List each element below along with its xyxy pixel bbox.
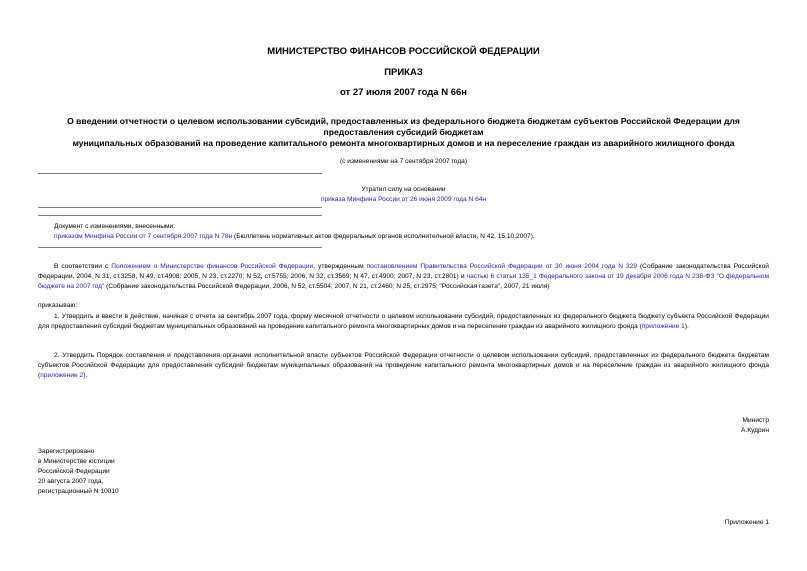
item-2-paragraph: 2. Утвердить Порядок составления и представления органами исполнительной власти субъектов Российской Федерации отчетности о целевом использовании субсидий, предоставленных из федерального бюджета бюджетам субъектов Российской Федерации для предоставления субсидий бюджетам муниципальных образований на проведение капитального ремонта многоквартирных домов и на переселение граждан из аварийного жилищного фонда (приложение 2).: [38, 352, 769, 379]
divider: [38, 207, 322, 208]
signature-name: А.Кудрин: [741, 427, 769, 434]
order-word: приказываю:: [38, 302, 78, 309]
preamble-paragraph: В соответствии с Положением о Министерстве финансов Российской Федерации, утвержденным постановлением Правительства Российской Федерации от 30 июня 2004 года N 329 (Собрание законодательства Российской Федерации, 2004, N 31, ст.3258, N 49, ст.4908; 2005, N 23, ст.2270; N 52, ст.5755; 2006, N 32, ст.3569; N 47, ст.4900; 2007, N 23, ст.2801) и частью 6 статьи 135_1 Федерального закона от 19 декабря 2006 года N 238-ФЗ "О федеральном бюджете на 2007 год" (Собрание законодательства Российской Федерации, 2006, N 52, ст.5504; 2007, N 21, ст.2460; N 25, ст.2975; "Российская газета", 2007, 21 июля): [38, 263, 769, 290]
ministry-heading: МИНИСТЕРСТВО ФИНАНСОВ РОССИЙСКОЙ ФЕДЕРАЦИИ: [267, 46, 540, 57]
appendix-2-link[interactable]: приложение 2: [40, 372, 84, 379]
federal-law-link[interactable]: частью 6 статьи 135_1 Федерального закона от 19 декабря 2006 года N 238-ФЗ "О федеральном бюджете на 2007 год": [38, 273, 769, 290]
doc-title-line2: предоставления субсидий бюджетам: [323, 127, 484, 137]
registration-line-3: Российской Федерации: [38, 468, 110, 475]
amended-line: [54, 232, 774, 242]
changes-note: (с изменениями на 7 сентября 2007 года): [339, 158, 468, 165]
doc-title-line1: О введении отчетности о целевом использовании субсидий, предоставленных из федерального бюджета бюджетам субъектов Российской Федерации для: [67, 116, 740, 126]
revoked-link[interactable]: приказа Минфина России от 26 июня 2009 года N 64н: [320, 196, 487, 203]
divider: [38, 215, 322, 216]
divider: [38, 173, 322, 174]
registration-line-4: 20 августа 2007 года,: [38, 478, 104, 485]
signature-title: Министр: [742, 417, 769, 424]
appendix-label: Приложение 1: [724, 519, 769, 526]
amended-label: Документ с изменениями, внесенными:: [54, 223, 176, 230]
revoked-note: Утратил силу на основании: [361, 186, 446, 193]
item-1-paragraph: 1. Утвердить и ввести в действие, начиная с отчета за сентябрь 2007 года, форму месячной отчетности о целевом использовании субсидий, предоставленных из федерального бюджета бюджету субъекта Российской Федерации для предоставления субсидий бюджетам муниципальных образований на проведение капитального ремонта многоквартирных домов и на переселение граждан из аварийного жилищного фонда (приложение 1).: [38, 313, 769, 330]
doc-title-line3: муниципальных образований на проведение капитального ремонта многоквартирных домов и на переселение граждан из аварийного жилищного фонда: [72, 138, 735, 148]
registration-line-1: Зарегистрировано: [38, 448, 95, 455]
amendment-source: (Бюллетень нормативных актов федеральных органов исполнительной власти, N 42, 15.10.2007).: [232, 233, 535, 240]
registration-line-2: в Министерстве юстиции: [38, 458, 115, 465]
government-decree-link[interactable]: постановлением Правительства Российской Федерации от 30 июня 2004 года N 329: [366, 263, 637, 270]
doc-type-heading: ПРИКАЗ: [384, 67, 423, 78]
registration-line-5: регистрационный N 10010: [38, 488, 119, 495]
ministry-regulation-link[interactable]: Положением о Министерстве финансов Российской Федерации: [111, 263, 314, 270]
doc-date-number: от 27 июля 2007 года N 66н: [339, 87, 468, 98]
divider: [38, 247, 322, 248]
amendment-link[interactable]: приказом Минфина России от 7 сентября 2007 года N 78н: [54, 233, 233, 240]
appendix-1-link[interactable]: приложение 1: [641, 323, 685, 330]
